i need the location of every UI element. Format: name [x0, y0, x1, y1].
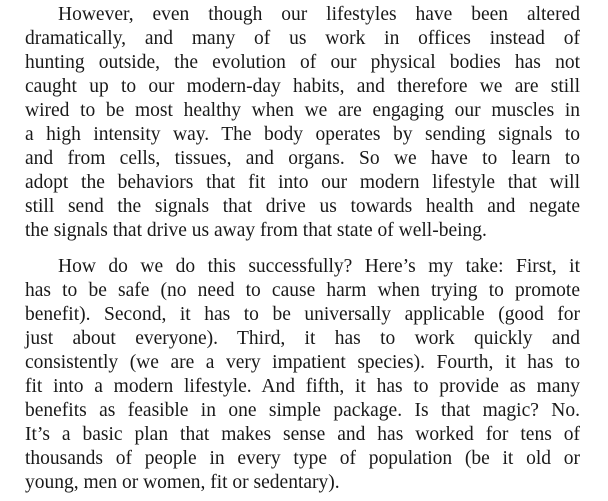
text-line: the signals that drive us away from that state of well-being.: [25, 220, 487, 241]
text-line: However, even though our lifestyles have been altered: [58, 4, 580, 25]
text-line: dramatically, and many of us work in offices instead of: [25, 28, 580, 49]
text-line: still send the signals that drive us towards health and negate: [25, 196, 580, 217]
text-line: and from cells, tissues, and organs. So we have to learn to: [25, 148, 580, 169]
text-line: a high intensity way. The body operates by sending signals to: [25, 124, 580, 145]
text-line: hunting outside, the evolution of our physical bodies has not: [25, 52, 580, 73]
text-line: consistently (we are a very impatient species). Fourth, it has to: [25, 352, 580, 373]
text-line: wired to be most healthy when we are engaging our muscles in: [25, 100, 580, 121]
text-line: just about everyone). Third, it has to work quickly and: [25, 328, 580, 349]
paragraph-2: [25, 255, 580, 495]
text-line: adopt the behaviors that fit into our modern lifestyle that will: [25, 172, 580, 193]
text-line: caught up to our modern-day habits, and therefore we are still: [25, 76, 580, 97]
paragraph-1: [25, 3, 580, 243]
text-line: thousands of people in every type of population (be it old or: [25, 448, 580, 469]
text-line: benefits as feasible in one simple package. Is that magic? No.: [25, 400, 580, 421]
text-line: fit into a modern lifestyle. And fifth, it has to provide as many: [25, 376, 580, 397]
text-line: benefit). Second, it has to be universally applicable (good for: [25, 304, 580, 325]
text-line: young, men or women, fit or sedentary).: [25, 472, 340, 493]
text-line: How do we do this successfully? Here’s my take: First, it: [58, 256, 580, 277]
text-line: It’s a basic plan that makes sense and has worked for tens of: [25, 424, 580, 445]
text-line: has to be safe (no need to cause harm when trying to promote: [25, 280, 580, 301]
